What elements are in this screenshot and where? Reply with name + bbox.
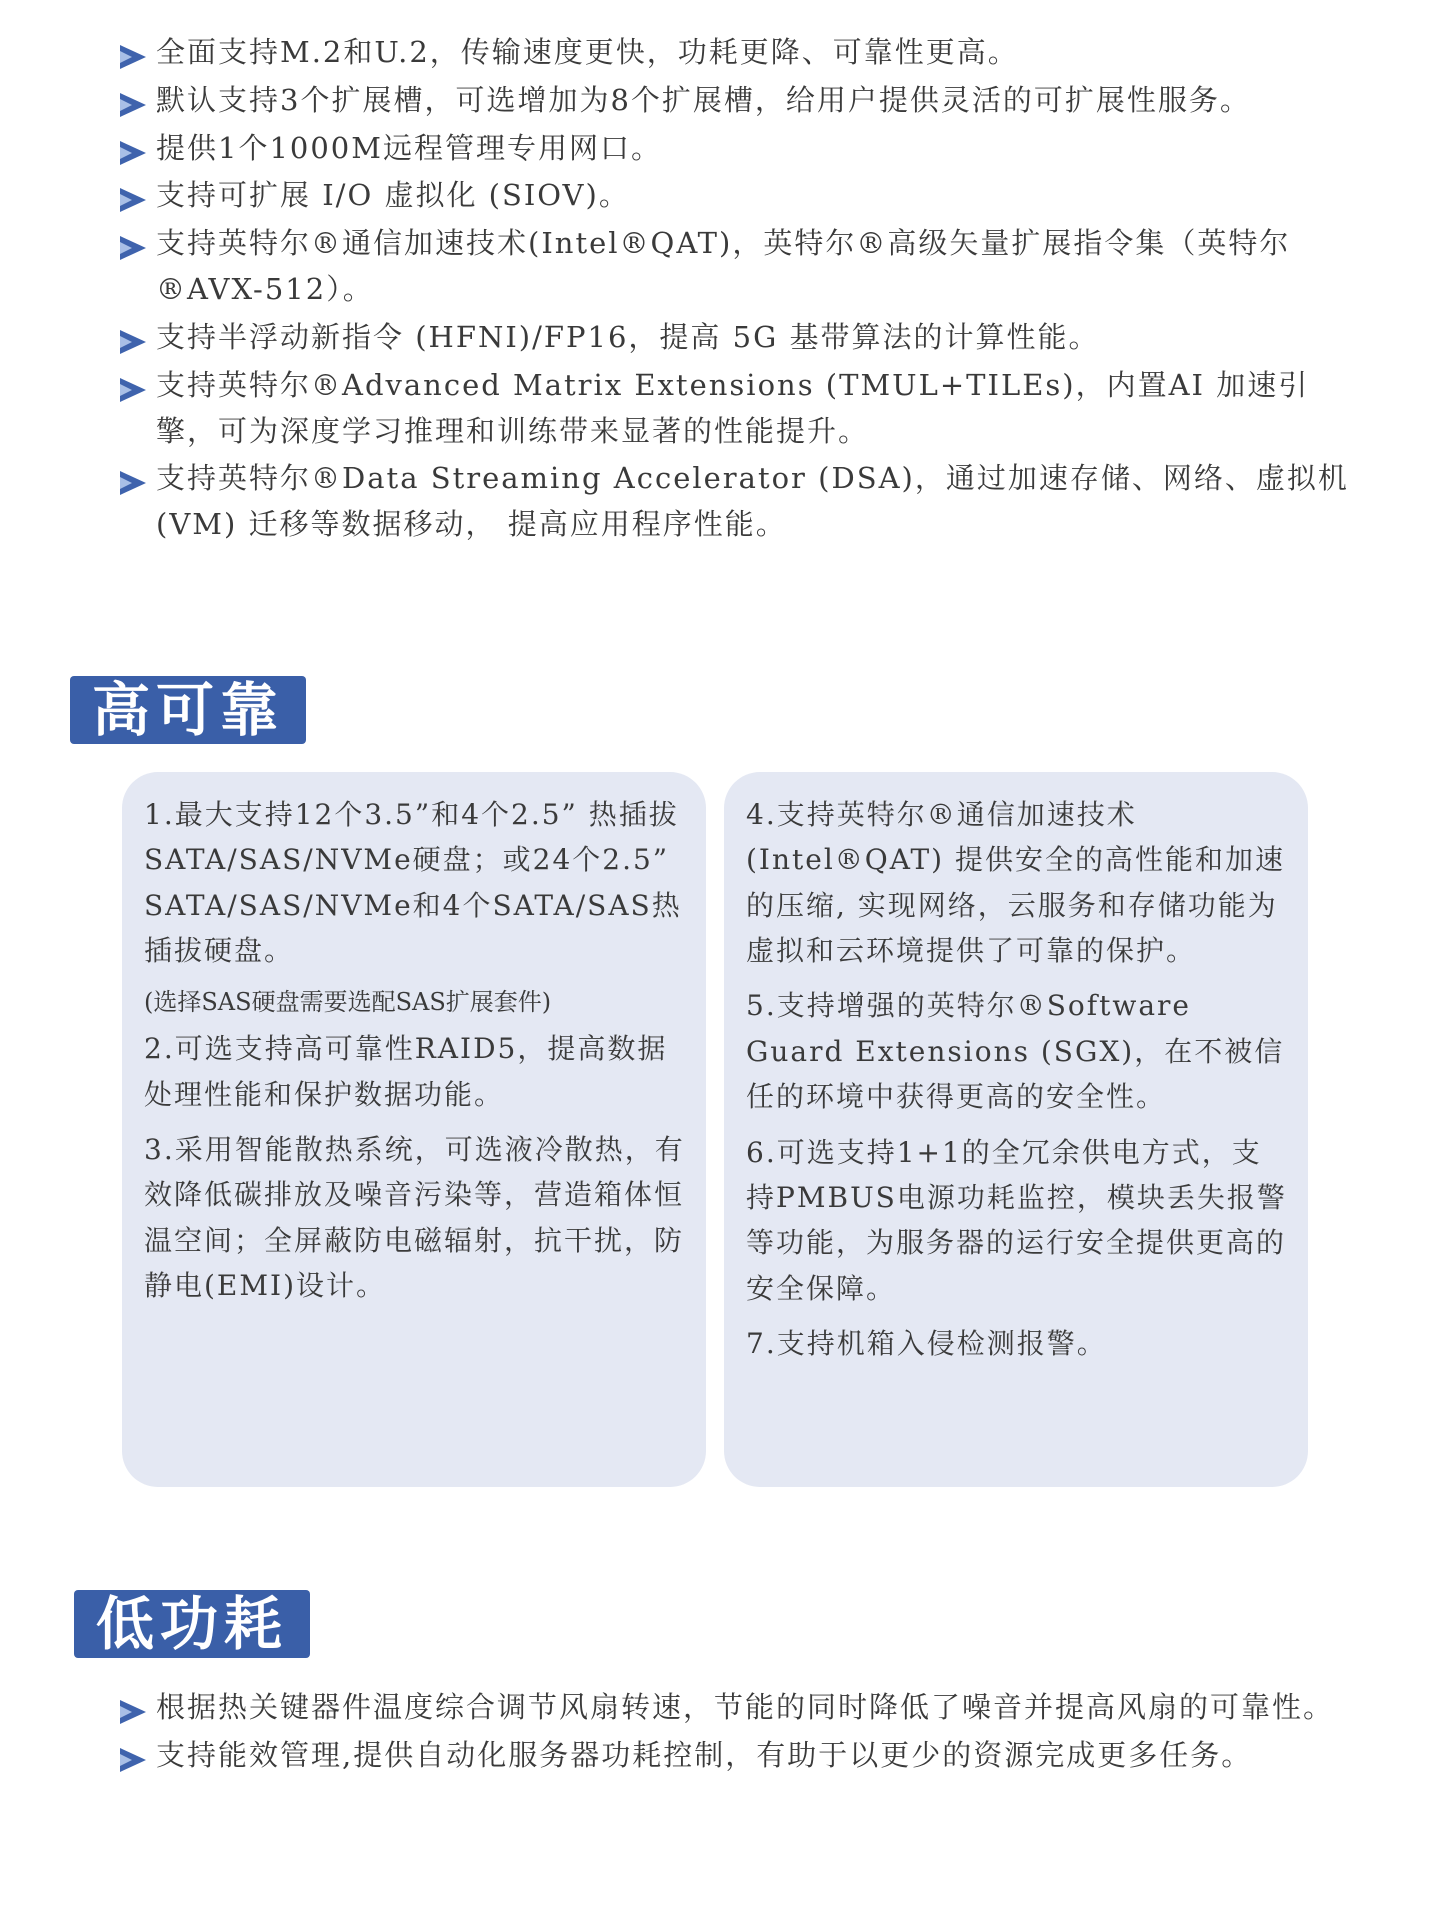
list-item [118, 1685, 1358, 1731]
list-item [118, 78, 1358, 124]
list-item [118, 30, 1358, 76]
list-item-text: 支持半浮动新指令 (HFNI)/FP16，提高 5G 基带算法的计算性能。 [156, 319, 1100, 354]
triangle-arrow-icon [120, 378, 146, 402]
list-item-text: 支持英特尔®通信加速技术(Intel®QAT)，英特尔®高级矢量扩展指令集（英特尔®AVX-512）。 [156, 226, 1291, 307]
card-paragraph: 3.采用智能散热系统，可选液冷散热，有效降低碳排放及噪音污染等，营造箱体恒温空间；全屏蔽防电磁辐射，抗干扰，防静电(EMI)设计。 [144, 1133, 685, 1303]
list-item [118, 126, 1358, 172]
list-item [118, 221, 1358, 313]
list-item [118, 363, 1358, 455]
list-item [118, 315, 1358, 361]
section-heading-reliability: 高可靠 [70, 676, 306, 744]
card-paragraph: 5.支持增强的英特尔®Software Guard Extensions (SGX)，在不被信任的环境中获得更高的安全性。 [746, 989, 1285, 1114]
section-heading-power: 低功耗 [74, 1590, 310, 1658]
list-item [118, 173, 1358, 219]
card-paragraph: 2.可选支持高可靠性RAID5，提高数据处理性能和保护数据功能。 [144, 1032, 668, 1111]
list-item-text: 支持英特尔®Data Streaming Accelerator (DSA)，通过加速存储、网络、虚拟机 (VM) 迁移等数据移动， 提高应用程序性能。 [156, 461, 1349, 542]
list-item-text: 默认支持3个扩展槽，可选增加为8个扩展槽，给用户提供灵活的可扩展性服务。 [156, 82, 1251, 117]
triangle-arrow-icon [120, 188, 146, 212]
triangle-arrow-icon [120, 93, 146, 117]
power-bullet-list [118, 1685, 1358, 1781]
triangle-arrow-icon [120, 141, 146, 165]
list-item-text: 支持可扩展 I/O 虚拟化 (SIOV)。 [156, 178, 630, 213]
card-paragraph: 1.最大支持12个3.5”和4个2.5” 热插拔SATA/SAS/NVMe硬盘；或24个2.5” SATA/SAS/NVMe和4个SATA/SAS热插拔硬盘。 [144, 798, 682, 968]
reliability-card-right [724, 772, 1308, 1487]
list-item-text: 支持英特尔®Advanced Matrix Extensions (TMUL+TILEs)，内置AI 加速引擎，可为深度学习推理和训练带来显著的性能提升。 [156, 367, 1310, 448]
list-item-text: 根据热关键器件温度综合调节风扇转速，节能的同时降低了噪音并提高风扇的可靠性。 [156, 1690, 1335, 1724]
triangle-arrow-icon [120, 45, 146, 69]
list-item [118, 1733, 1358, 1779]
card-paragraph: 7.支持机箱入侵检测报警。 [746, 1326, 1107, 1360]
card-note: (选择SAS硬盘需要选配SAS扩展套件) [144, 988, 552, 1017]
triangle-arrow-icon [120, 1700, 146, 1724]
card-paragraph: 4.支持英特尔®通信加速技术(Intel®QAT) 提供安全的高性能和加速的压缩, 实现网络，云服务和存储功能为虚拟和云环境提供了可靠的保护。 [746, 798, 1285, 968]
triangle-arrow-icon [120, 330, 146, 354]
list-item-text: 提供1个1000M远程管理专用网口。 [156, 130, 662, 165]
list-item [118, 456, 1358, 548]
triangle-arrow-icon [120, 471, 146, 495]
card-paragraph: 6.可选支持1+1的全冗余供电方式，支持PMBUS电源功耗监控，模块丢失报警等功能，为服务器的运行安全提供更高的安全保障。 [746, 1135, 1287, 1305]
list-item-text: 全面支持M.2和U.2，传输速度更快，功耗更降、可靠性更高。 [156, 35, 1019, 69]
performance-bullet-list [118, 30, 1358, 550]
list-item-text: 支持能效管理,提供自动化服务器功耗控制，有助于以更少的资源完成更多任务。 [156, 1737, 1253, 1772]
reliability-card-left [122, 772, 706, 1487]
triangle-arrow-icon [120, 236, 146, 260]
triangle-arrow-icon [120, 1748, 146, 1772]
